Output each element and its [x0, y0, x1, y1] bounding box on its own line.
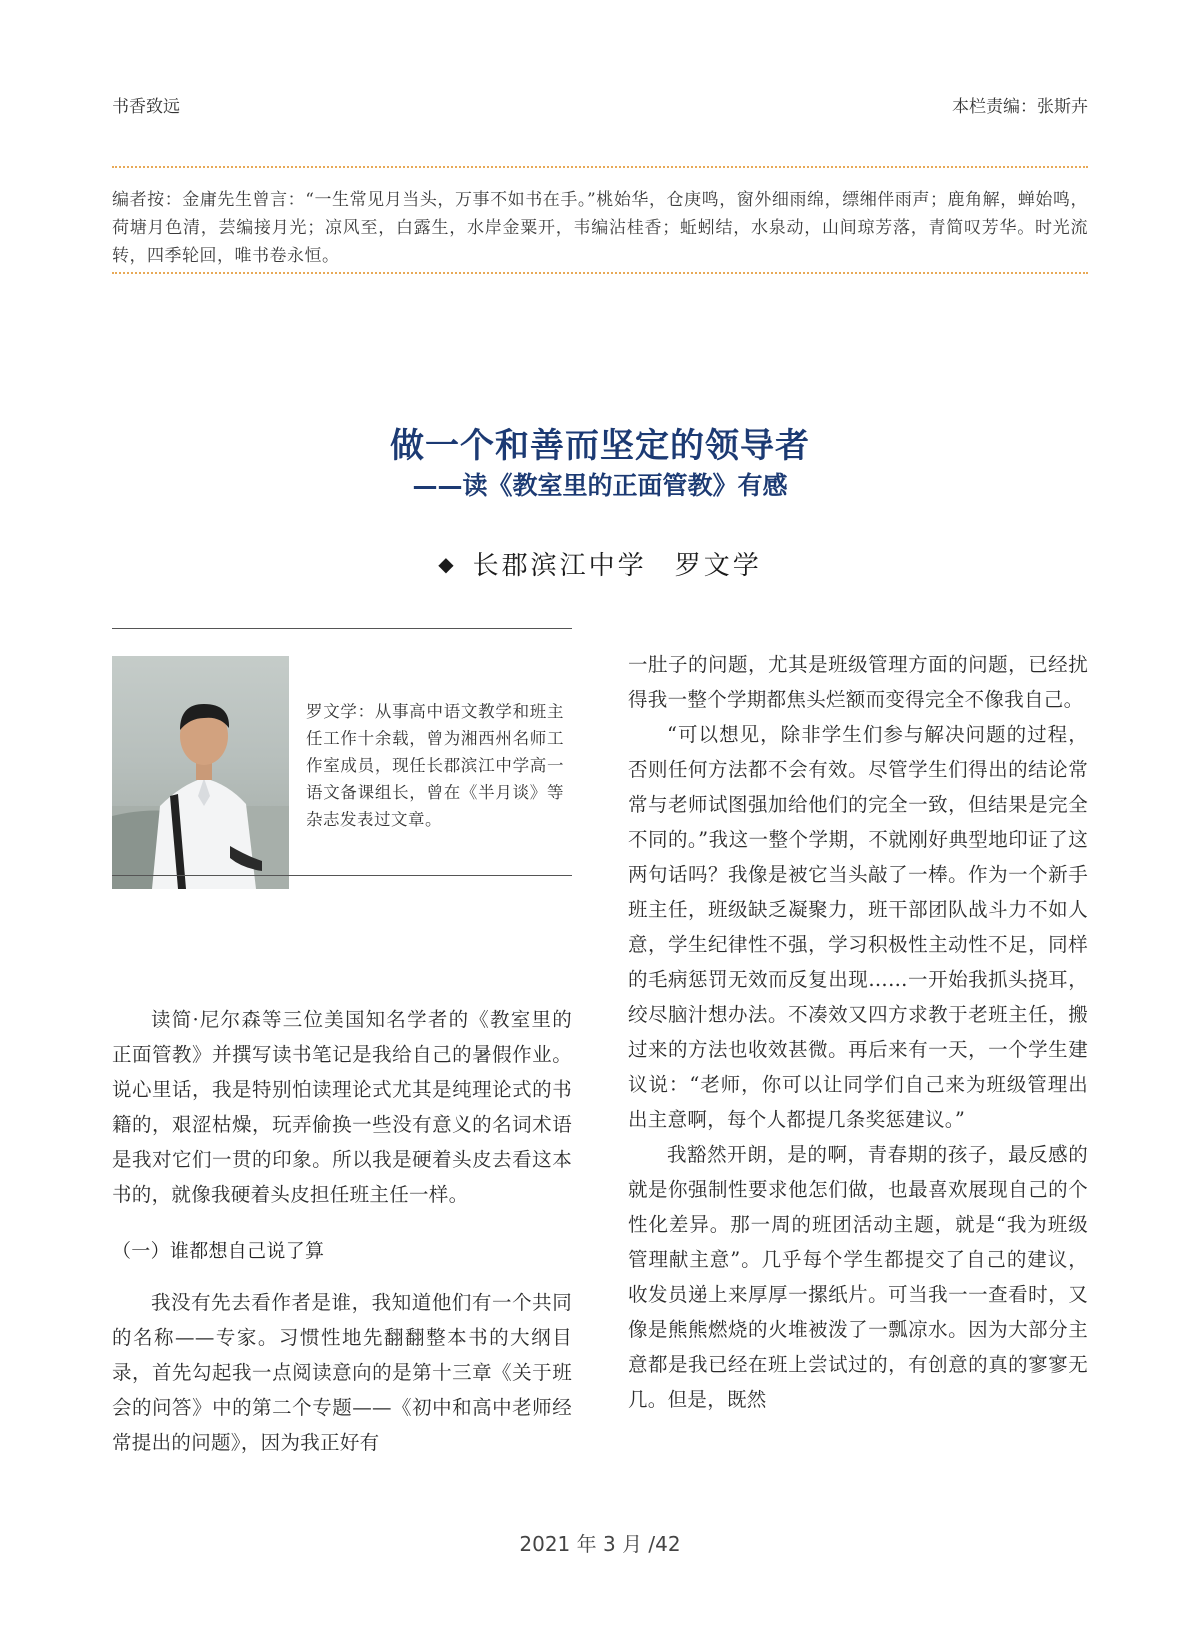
- bio-rule-bottom: [112, 875, 572, 876]
- dotted-divider-top: [112, 166, 1088, 168]
- article-title: 做一个和善而坚定的领导者: [390, 426, 810, 466]
- paragraph: “可以想见，除非学生们参与解决问题的过程，否则任何方法都不会有效。尽管学生们得出的结论常常与老师试图强加给他们的完全一致，但结果是完全不同的。”我这一整个学期，不就刚好典型地印证了这两句话吗？我像是被它当头敲了一棒。作为一个新手班主任，班级缺乏凝聚力，班干部团队战斗力不如人意，学生纪律性不强，学习积极性主动性不足，同样的毛病惩罚无效而反复出现……一开始我抓头挠耳，绞尽脑汁想办法。不凑效又四方求教于老班主任，搬过来的方法也收效甚微。再后来有一天，一个学生建议说：“老师，你可以让同学们自己来为班级管理出出主意啊，每个人都提几条奖惩建议。”: [628, 723, 1088, 1131]
- author-photo: [112, 656, 289, 889]
- author-bio: 罗文学：从事高中语文教学和班主任工作十余载，曾为湘西州名师工作室成员，现任长郡滨江中学高一语文备课组长，曾在《半月谈》等杂志发表过文章。: [306, 702, 564, 829]
- bio-rule-top: [112, 628, 572, 629]
- author-name: 罗文学: [674, 551, 762, 581]
- editor-note: 编者按：金庸先生曾言：“一生常见月当头，万事不如书在手。”桃始华，仓庚鸣，窗外细雨绵，缥缃伴雨声；鹿角解，蝉始鸣，荷塘月色清，芸编接月光；凉风至，白露生，水岸金粟开，韦编沾桂香；蚯蚓结，水泉动，山间琼芳落，青简叹芳华。时光流转，四季轮回，唯书卷永恒。: [112, 190, 1088, 266]
- section-editor: 本栏责编：张斯卉: [952, 97, 1088, 117]
- paragraph: 我豁然开朗，是的啊，青春期的孩子，最反感的就是你强制性要求他怎们做，也最喜欢展现自己的个性化差异。那一周的班团活动主题，就是“我为班级管理献主意”。几乎每个学生都提交了自己的建议，收发员递上来厚厚一摞纸片。可当我一一查看时，又像是熊熊燃烧的火堆被泼了一瓢凉水。因为大部分主意都是我已经在班上尝试过的，有创意的真的寥寥无几。但是，既然: [628, 1143, 1088, 1411]
- page-footer: 2021 年 3 月 /42: [519, 1532, 681, 1556]
- author-portrait-illustration: [112, 656, 289, 889]
- section-heading: （一）谁都想自己说了算: [112, 1240, 325, 1262]
- article-subtitle: ——读《教室里的正面管教》有感: [412, 471, 788, 500]
- paragraph: 一肚子的问题，尤其是班级管理方面的问题，已经扰得我一整个学期都焦头烂额而变得完全不像我自己。: [628, 653, 1088, 711]
- author-line: [0, 545, 1200, 582]
- left-column: [112, 1002, 572, 1460]
- paragraph: 读简·尼尔森等三位美国知名学者的《教室里的正面管教》并撰写读书笔记是我给自己的暑假作业。说心里话，我是特别怕读理论式尤其是纯理论式的书籍的，艰涩枯燥，玩弄偷换一些没有意义的名词术语是我对它们一贯的印象。所以我是硬着头皮去看这本书的，就像我硬着头皮担任班主任一样。: [112, 1008, 572, 1206]
- author-school: 长郡滨江中学: [472, 551, 647, 581]
- right-column: [628, 647, 1088, 1417]
- diamond-icon: ◆: [438, 552, 457, 576]
- paragraph: 我没有先去看作者是谁，我知道他们有一个共同的名称——专家。习惯性地先翻翻整本书的大纲目录，首先勾起我一点阅读意向的是第十三章《关于班会的问答》中的第二个专题——《初中和高中老师经常提出的问题》，因为我正好有: [112, 1291, 572, 1454]
- dotted-divider-bottom: [112, 272, 1088, 274]
- column-name: 书香致远: [112, 97, 180, 117]
